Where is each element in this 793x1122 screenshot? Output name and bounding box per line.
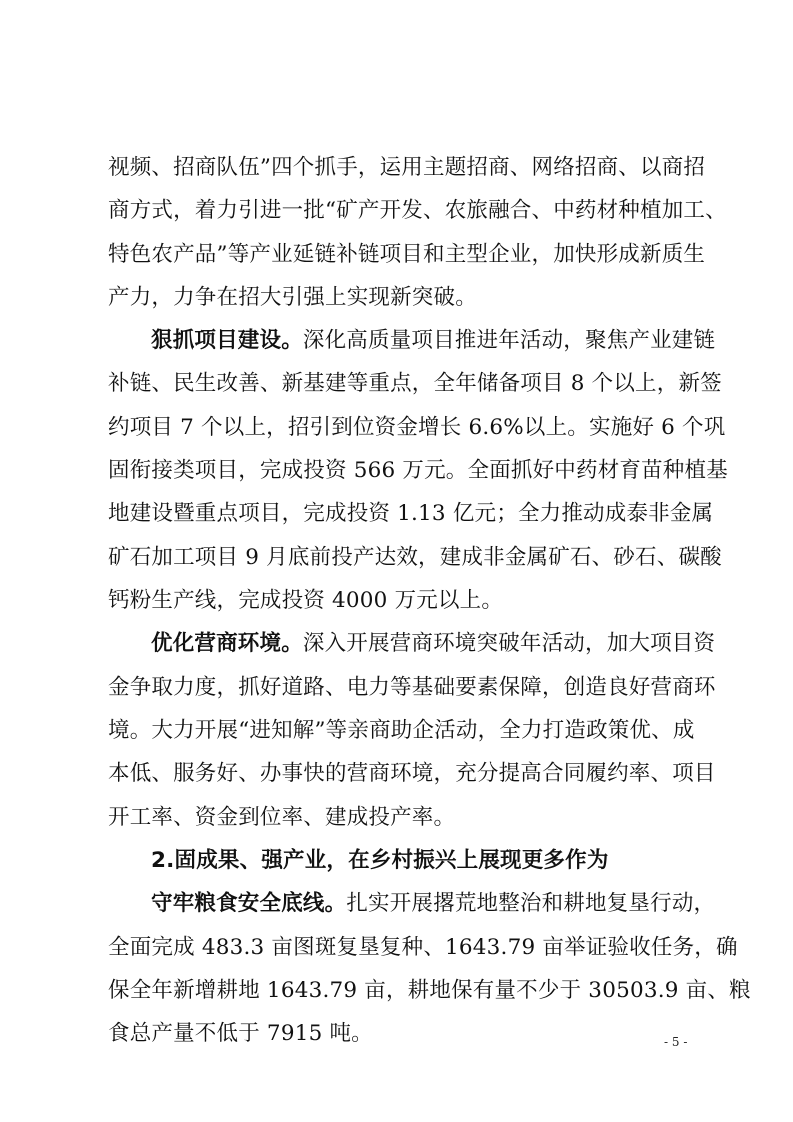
- text-line: 矿石加工项目 9 月底前投产达效，建成非金属矿石、砂石、碳酸: [108, 545, 722, 570]
- page-number: - 5 -: [664, 1035, 688, 1049]
- paragraph-first-line: [151, 330, 731, 352]
- text-line: 约项目 7 个以上，招引到位资金增长 6.6%以上。实施好 6 个巩: [108, 415, 726, 440]
- paragraph-lead: 狠抓项目建设。: [151, 328, 303, 353]
- paragraph-first-line: [151, 633, 731, 655]
- text-line: 保全年新增耕地 1643.79 亩，耕地保有量不少于 30503.9 亩、粮: [108, 978, 751, 1003]
- text-line: 钙粉生产线，完成投资 4000 万元以上。: [108, 588, 504, 613]
- text-line: 固衔接类项目，完成投资 566 万元。全面抓好中药材育苗种植基: [108, 458, 728, 483]
- text-line: 视频、招商队伍”四个抓手，运用主题招商、网络招商、以商招: [108, 155, 706, 180]
- text-line: 金争取力度，抓好道路、电力等基础要素保障，创造良好营商环: [108, 675, 716, 700]
- text-line: 补链、民生改善、新基建等重点，全年储备项目 8 个以上，新签: [108, 371, 722, 396]
- text-line: 本低、服务好、办事快的营商环境，充分提高合同履约率、项目: [108, 761, 716, 786]
- text-line: 产力，力争在招大引强上实现新突破。: [108, 285, 477, 310]
- paragraph-text: 深入开展营商环境突破年活动，加大项目资: [302, 631, 716, 656]
- paragraph-text: 深化高质量项目推进年活动，聚焦产业建链: [302, 328, 716, 353]
- text-line: 食总产量不低于 7915 吨。: [108, 1021, 373, 1046]
- paragraph-text: 扎实开展撂荒地整治和耕地复垦行动，: [346, 891, 716, 916]
- text-line: 全面完成 483.3 亩图斑复垦复种、1643.79 亩举证验收任务，确: [108, 935, 738, 960]
- paragraph-first-line: [151, 893, 731, 915]
- text-line: 开工率、资金到位率、建成投产率。: [108, 805, 456, 830]
- text-line: 商方式，着力引进一批“矿产开发、农旅融合、中药材种植加工、: [108, 198, 727, 223]
- text-line: 境。大力开展“进知解”等亲商助企活动，全力打造政策优、成: [108, 718, 695, 743]
- text-line: 特色农产品”等产业延链补链项目和主型企业，加快形成新质生: [108, 242, 706, 267]
- text-line: 地建设暨重点项目，完成投资 1.13 亿元；全力推动成泰非金属: [108, 501, 714, 526]
- paragraph-lead: 优化营商环境。: [151, 631, 303, 656]
- section-heading: 2.固成果、强产业，在乡村振兴上展现更多作为: [151, 848, 609, 873]
- paragraph-lead: 守牢粮食安全底线。: [151, 891, 347, 916]
